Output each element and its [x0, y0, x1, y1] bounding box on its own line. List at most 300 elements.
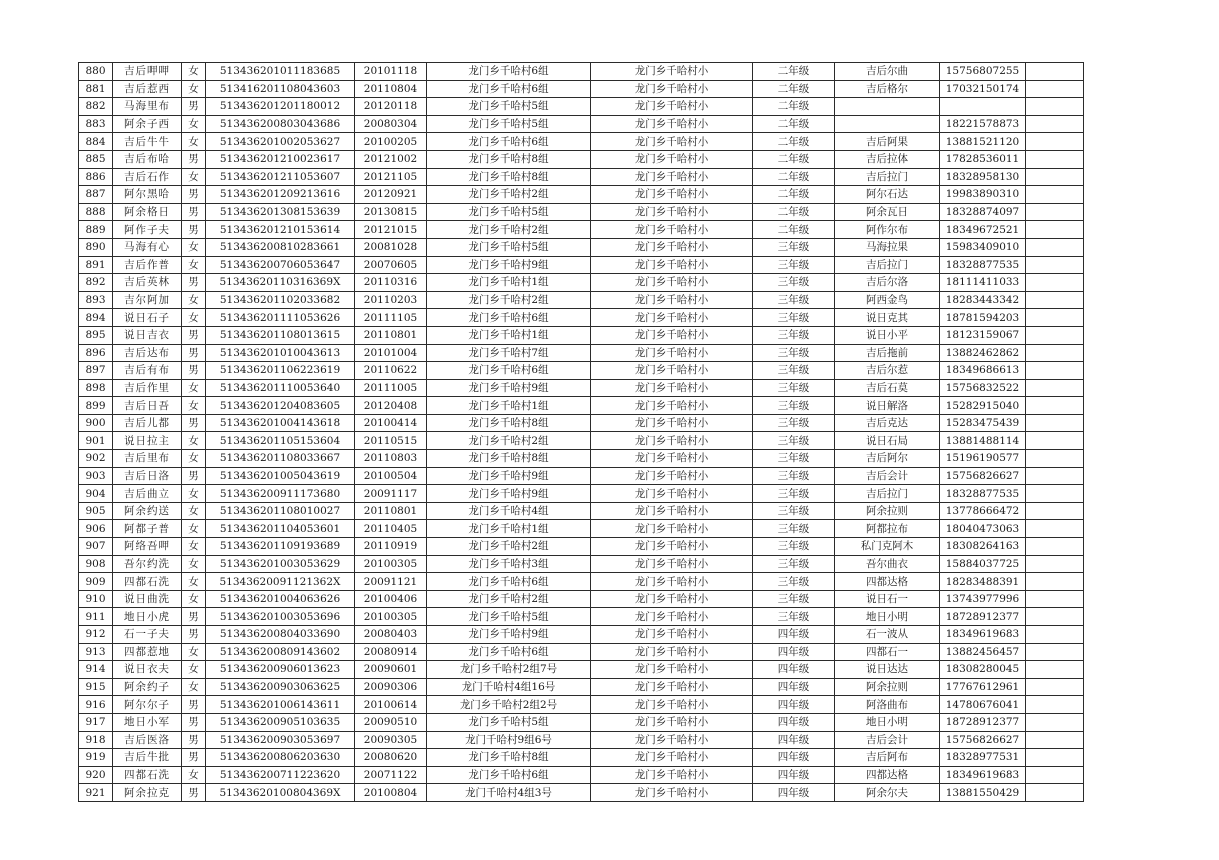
gender-cell: 男	[182, 344, 206, 362]
school-cell: 龙门乡千哈村小	[591, 538, 753, 556]
empty-cell	[1026, 696, 1084, 714]
student-name-cell: 吉后牛批	[113, 749, 182, 767]
table-row	[79, 643, 1084, 661]
grade-cell: 四年级	[753, 626, 835, 644]
student-name-cell: 地日小军	[113, 713, 182, 731]
student-name-cell: 马海里布	[113, 98, 182, 116]
guardian-name-cell: 吉后格尔	[835, 80, 940, 98]
birth-date-cell: 20090305	[355, 731, 427, 749]
guardian-name-cell: 说日解洛	[835, 397, 940, 415]
student-name-cell: 说日拉主	[113, 432, 182, 450]
gender-cell: 女	[182, 379, 206, 397]
address-cell: 龙门乡千哈村5组	[427, 115, 591, 133]
empty-cell	[1026, 256, 1084, 274]
school-cell: 龙门乡千哈村小	[591, 379, 753, 397]
grade-cell: 三年级	[753, 590, 835, 608]
school-cell: 龙门乡千哈村小	[591, 98, 753, 116]
id-number-cell: 513436201104053601	[206, 520, 355, 538]
phone-cell: 13881550429	[940, 784, 1026, 802]
student-name-cell: 阿余格日	[113, 203, 182, 221]
birth-date-cell: 20070605	[355, 256, 427, 274]
empty-cell	[1026, 115, 1084, 133]
birth-date-cell: 20091121	[355, 573, 427, 591]
student-name-cell: 石一子夫	[113, 626, 182, 644]
grade-cell: 三年级	[753, 573, 835, 591]
table-row	[79, 133, 1084, 151]
id-number-cell: 513436201209213616	[206, 186, 355, 204]
gender-cell: 男	[182, 784, 206, 802]
empty-cell	[1026, 291, 1084, 309]
grade-cell: 三年级	[753, 538, 835, 556]
school-cell: 龙门乡千哈村小	[591, 467, 753, 485]
address-cell: 龙门乡千哈村2组	[427, 186, 591, 204]
address-cell: 龙门乡千哈村5组	[427, 98, 591, 116]
school-cell: 龙门乡千哈村小	[591, 414, 753, 432]
school-cell: 龙门乡千哈村小	[591, 696, 753, 714]
address-cell: 龙门乡千哈村9组	[427, 467, 591, 485]
grade-cell: 三年级	[753, 344, 835, 362]
table-row	[79, 608, 1084, 626]
address-cell: 龙门乡千哈村6组	[427, 766, 591, 784]
school-cell: 龙门乡千哈村小	[591, 115, 753, 133]
guardian-name-cell: 吉后尔洛	[835, 274, 940, 292]
address-cell: 龙门乡千哈村1组	[427, 274, 591, 292]
gender-cell: 女	[182, 643, 206, 661]
birth-date-cell: 20090306	[355, 678, 427, 696]
row-number-cell: 919	[79, 749, 113, 767]
row-number-cell: 906	[79, 520, 113, 538]
id-number-cell: 51343620100804369X	[206, 784, 355, 802]
birth-date-cell: 20110316	[355, 274, 427, 292]
student-name-cell: 吉后曲立	[113, 485, 182, 503]
empty-cell	[1026, 238, 1084, 256]
id-number-cell: 513436201102033682	[206, 291, 355, 309]
student-name-cell: 阿余拉克	[113, 784, 182, 802]
phone-cell: 18349619683	[940, 766, 1026, 784]
row-number-cell: 905	[79, 502, 113, 520]
birth-date-cell: 20100504	[355, 467, 427, 485]
grade-cell: 三年级	[753, 238, 835, 256]
phone-cell: 15282915040	[940, 397, 1026, 415]
id-number-cell: 513436201005043619	[206, 467, 355, 485]
empty-cell	[1026, 63, 1084, 81]
table-row	[79, 63, 1084, 81]
gender-cell: 女	[182, 432, 206, 450]
address-cell: 龙门乡千哈村5组	[427, 608, 591, 626]
birth-date-cell: 20080403	[355, 626, 427, 644]
birth-date-cell: 20110203	[355, 291, 427, 309]
row-number-cell: 909	[79, 573, 113, 591]
phone-cell: 18308264163	[940, 538, 1026, 556]
table-row	[79, 696, 1084, 714]
phone-cell: 18349619683	[940, 626, 1026, 644]
student-name-cell: 说日石子	[113, 309, 182, 327]
id-number-cell: 513416201108043603	[206, 80, 355, 98]
grade-cell: 二年级	[753, 80, 835, 98]
table-row	[79, 80, 1084, 98]
table-row	[79, 520, 1084, 538]
id-number-cell: 513436201108013615	[206, 326, 355, 344]
school-cell: 龙门乡千哈村小	[591, 643, 753, 661]
id-number-cell: 513436201108010027	[206, 502, 355, 520]
row-number-cell: 880	[79, 63, 113, 81]
birth-date-cell: 20100414	[355, 414, 427, 432]
table-row	[79, 291, 1084, 309]
school-cell: 龙门乡千哈村小	[591, 502, 753, 520]
grade-cell: 二年级	[753, 186, 835, 204]
address-cell: 龙门乡千哈村6组	[427, 573, 591, 591]
school-cell: 龙门乡千哈村小	[591, 608, 753, 626]
school-cell: 龙门乡千哈村小	[591, 520, 753, 538]
grade-cell: 二年级	[753, 133, 835, 151]
guardian-name-cell: 吉后会计	[835, 731, 940, 749]
row-number-cell: 901	[79, 432, 113, 450]
birth-date-cell: 20110804	[355, 80, 427, 98]
table-row	[79, 626, 1084, 644]
empty-cell	[1026, 573, 1084, 591]
guardian-name-cell: 私门克阿木	[835, 538, 940, 556]
row-number-cell: 903	[79, 467, 113, 485]
phone-cell: 13778666472	[940, 502, 1026, 520]
grade-cell: 三年级	[753, 362, 835, 380]
empty-cell	[1026, 731, 1084, 749]
school-cell: 龙门乡千哈村小	[591, 133, 753, 151]
school-cell: 龙门乡千哈村小	[591, 590, 753, 608]
address-cell: 龙门乡千哈村6组	[427, 643, 591, 661]
address-cell: 龙门乡千哈村5组	[427, 203, 591, 221]
empty-cell	[1026, 168, 1084, 186]
gender-cell: 女	[182, 573, 206, 591]
school-cell: 龙门乡千哈村小	[591, 573, 753, 591]
phone-cell: 14780676041	[940, 696, 1026, 714]
id-number-cell: 513436201111053626	[206, 309, 355, 327]
table-row	[79, 256, 1084, 274]
school-cell: 龙门乡千哈村小	[591, 221, 753, 239]
table-row	[79, 749, 1084, 767]
row-number-cell: 883	[79, 115, 113, 133]
gender-cell: 男	[182, 221, 206, 239]
birth-date-cell: 20111105	[355, 309, 427, 327]
school-cell: 龙门乡千哈村小	[591, 432, 753, 450]
phone-cell: 13743977996	[940, 590, 1026, 608]
address-cell: 龙门乡千哈村6组	[427, 80, 591, 98]
address-cell: 龙门千哈村9组6号	[427, 731, 591, 749]
birth-date-cell: 20100305	[355, 608, 427, 626]
table-row	[79, 467, 1084, 485]
guardian-name-cell: 吉后拖前	[835, 344, 940, 362]
birth-date-cell: 20101118	[355, 63, 427, 81]
guardian-name-cell: 说日小平	[835, 326, 940, 344]
row-number-cell: 897	[79, 362, 113, 380]
address-cell: 龙门乡千哈村1组	[427, 520, 591, 538]
gender-cell: 女	[182, 661, 206, 679]
empty-cell	[1026, 485, 1084, 503]
id-number-cell: 513436201210153614	[206, 221, 355, 239]
gender-cell: 男	[182, 414, 206, 432]
gender-cell: 女	[182, 115, 206, 133]
birth-date-cell: 20081028	[355, 238, 427, 256]
row-number-cell: 891	[79, 256, 113, 274]
guardian-name-cell: 四都达格	[835, 766, 940, 784]
table-row	[79, 573, 1084, 591]
table-row	[79, 678, 1084, 696]
row-number-cell: 918	[79, 731, 113, 749]
student-name-cell: 阿余子西	[113, 115, 182, 133]
row-number-cell: 900	[79, 414, 113, 432]
id-number-cell: 513436200804033690	[206, 626, 355, 644]
roster-body	[79, 63, 1084, 802]
row-number-cell: 921	[79, 784, 113, 802]
grade-cell: 二年级	[753, 221, 835, 239]
gender-cell: 女	[182, 590, 206, 608]
id-number-cell: 513436201010043613	[206, 344, 355, 362]
empty-cell	[1026, 608, 1084, 626]
id-number-cell: 51343620091121362X	[206, 573, 355, 591]
student-name-cell: 吉后作普	[113, 256, 182, 274]
address-cell: 龙门乡千哈村6组	[427, 362, 591, 380]
empty-cell	[1026, 502, 1084, 520]
id-number-cell: 513436201011183685	[206, 63, 355, 81]
table-row	[79, 326, 1084, 344]
guardian-name-cell: 阿余瓦日	[835, 203, 940, 221]
address-cell: 龙门乡千哈村8组	[427, 150, 591, 168]
table-row	[79, 309, 1084, 327]
row-number-cell: 915	[79, 678, 113, 696]
phone-cell: 13881521120	[940, 133, 1026, 151]
empty-cell	[1026, 678, 1084, 696]
student-name-cell: 四都石洗	[113, 573, 182, 591]
address-cell: 龙门乡千哈村2组	[427, 221, 591, 239]
row-number-cell: 912	[79, 626, 113, 644]
id-number-cell: 513436201004143618	[206, 414, 355, 432]
guardian-name-cell: 吉后拉门	[835, 256, 940, 274]
address-cell: 龙门乡千哈村3组	[427, 555, 591, 573]
empty-cell	[1026, 309, 1084, 327]
birth-date-cell: 20121105	[355, 168, 427, 186]
id-number-cell: 513436200803043686	[206, 115, 355, 133]
empty-cell	[1026, 450, 1084, 468]
phone-cell: 13882456457	[940, 643, 1026, 661]
address-cell: 龙门乡千哈村8组	[427, 414, 591, 432]
empty-cell	[1026, 133, 1084, 151]
school-cell: 龙门乡千哈村小	[591, 309, 753, 327]
school-cell: 龙门乡千哈村小	[591, 63, 753, 81]
school-cell: 龙门乡千哈村小	[591, 784, 753, 802]
row-number-cell: 887	[79, 186, 113, 204]
student-name-cell: 四都石洗	[113, 766, 182, 784]
phone-cell: 18328874097	[940, 203, 1026, 221]
guardian-name-cell: 阿西金鸟	[835, 291, 940, 309]
guardian-name-cell: 说日石一	[835, 590, 940, 608]
row-number-cell: 881	[79, 80, 113, 98]
gender-cell: 女	[182, 502, 206, 520]
guardian-name-cell: 吉后克达	[835, 414, 940, 432]
birth-date-cell: 20100305	[355, 555, 427, 573]
phone-cell: 17032150174	[940, 80, 1026, 98]
empty-cell	[1026, 643, 1084, 661]
gender-cell: 女	[182, 397, 206, 415]
table-row	[79, 502, 1084, 520]
phone-cell: 18328977531	[940, 749, 1026, 767]
guardian-name-cell: 吉后尔惹	[835, 362, 940, 380]
guardian-name-cell: 马海拉果	[835, 238, 940, 256]
table-row	[79, 731, 1084, 749]
gender-cell: 女	[182, 256, 206, 274]
gender-cell: 女	[182, 538, 206, 556]
row-number-cell: 914	[79, 661, 113, 679]
empty-cell	[1026, 379, 1084, 397]
student-name-cell: 吉后牛牛	[113, 133, 182, 151]
gender-cell: 男	[182, 731, 206, 749]
id-number-cell: 513436200706053647	[206, 256, 355, 274]
phone-cell: 18328877535	[940, 256, 1026, 274]
gender-cell: 男	[182, 203, 206, 221]
phone-cell: 18221578873	[940, 115, 1026, 133]
address-cell: 龙门乡千哈村9组	[427, 256, 591, 274]
row-number-cell: 894	[79, 309, 113, 327]
grade-cell: 四年级	[753, 661, 835, 679]
guardian-name-cell	[835, 115, 940, 133]
table-row	[79, 397, 1084, 415]
school-cell: 龙门乡千哈村小	[591, 291, 753, 309]
guardian-name-cell: 吉后石莫	[835, 379, 940, 397]
student-name-cell: 四都惹地	[113, 643, 182, 661]
birth-date-cell: 20121002	[355, 150, 427, 168]
table-row	[79, 115, 1084, 133]
address-cell: 龙门乡千哈村2组	[427, 291, 591, 309]
school-cell: 龙门乡千哈村小	[591, 485, 753, 503]
guardian-name-cell: 吉后会计	[835, 467, 940, 485]
grade-cell: 二年级	[753, 150, 835, 168]
grade-cell: 三年级	[753, 608, 835, 626]
table-row	[79, 432, 1084, 450]
student-name-cell: 吉后石作	[113, 168, 182, 186]
table-row	[79, 590, 1084, 608]
row-number-cell: 911	[79, 608, 113, 626]
row-number-cell: 916	[79, 696, 113, 714]
table-row	[79, 414, 1084, 432]
guardian-name-cell: 吉后阿布	[835, 749, 940, 767]
table-row	[79, 186, 1084, 204]
school-cell: 龙门乡千哈村小	[591, 450, 753, 468]
gender-cell: 女	[182, 80, 206, 98]
birth-date-cell: 20110919	[355, 538, 427, 556]
gender-cell: 男	[182, 326, 206, 344]
address-cell: 龙门乡千哈村2组	[427, 432, 591, 450]
birth-date-cell: 20130815	[355, 203, 427, 221]
address-cell: 龙门乡千哈村7组	[427, 344, 591, 362]
grade-cell: 三年级	[753, 291, 835, 309]
address-cell: 龙门乡千哈村8组	[427, 450, 591, 468]
grade-cell: 三年级	[753, 432, 835, 450]
empty-cell	[1026, 414, 1084, 432]
student-name-cell: 吉后英林	[113, 274, 182, 292]
student-name-cell: 说日吉衣	[113, 326, 182, 344]
grade-cell: 二年级	[753, 98, 835, 116]
guardian-name-cell: 说日达达	[835, 661, 940, 679]
empty-cell	[1026, 784, 1084, 802]
empty-cell	[1026, 555, 1084, 573]
phone-cell: 17767612961	[940, 678, 1026, 696]
gender-cell: 女	[182, 63, 206, 81]
empty-cell	[1026, 467, 1084, 485]
gender-cell: 男	[182, 696, 206, 714]
empty-cell	[1026, 749, 1084, 767]
school-cell: 龙门乡千哈村小	[591, 766, 753, 784]
id-number-cell: 513436201105153604	[206, 432, 355, 450]
school-cell: 龙门乡千哈村小	[591, 168, 753, 186]
student-name-cell: 吉后布哈	[113, 150, 182, 168]
student-name-cell: 吉后呷呷	[113, 63, 182, 81]
empty-cell	[1026, 150, 1084, 168]
school-cell: 龙门乡千哈村小	[591, 626, 753, 644]
grade-cell: 二年级	[753, 203, 835, 221]
phone-cell: 18283488391	[940, 573, 1026, 591]
birth-date-cell: 20071122	[355, 766, 427, 784]
table-row	[79, 555, 1084, 573]
address-cell: 龙门乡千哈村9组	[427, 485, 591, 503]
address-cell: 龙门乡千哈村8组	[427, 168, 591, 186]
table-row	[79, 784, 1084, 802]
school-cell: 龙门乡千哈村小	[591, 731, 753, 749]
id-number-cell: 513436201004063626	[206, 590, 355, 608]
guardian-name-cell: 阿尔石达	[835, 186, 940, 204]
phone-cell: 15756832522	[940, 379, 1026, 397]
row-number-cell: 890	[79, 238, 113, 256]
id-number-cell: 513436201204083605	[206, 397, 355, 415]
gender-cell: 男	[182, 467, 206, 485]
table-row	[79, 661, 1084, 679]
address-cell: 龙门乡千哈村1组	[427, 397, 591, 415]
id-number-cell: 513436200806203630	[206, 749, 355, 767]
table-row	[79, 362, 1084, 380]
row-number-cell: 893	[79, 291, 113, 309]
student-name-cell: 吉后有布	[113, 362, 182, 380]
grade-cell: 三年级	[753, 520, 835, 538]
birth-date-cell: 20080304	[355, 115, 427, 133]
empty-cell	[1026, 520, 1084, 538]
id-number-cell: 513436201006143611	[206, 696, 355, 714]
row-number-cell: 904	[79, 485, 113, 503]
phone-cell: 15884037725	[940, 555, 1026, 573]
birth-date-cell: 20100406	[355, 590, 427, 608]
grade-cell: 三年级	[753, 274, 835, 292]
grade-cell: 二年级	[753, 168, 835, 186]
school-cell: 龙门乡千哈村小	[591, 678, 753, 696]
birth-date-cell: 20100205	[355, 133, 427, 151]
id-number-cell: 513436201201180012	[206, 98, 355, 116]
id-number-cell: 513436201210023617	[206, 150, 355, 168]
id-number-cell: 513436201003053629	[206, 555, 355, 573]
grade-cell: 三年级	[753, 326, 835, 344]
birth-date-cell: 20100804	[355, 784, 427, 802]
guardian-name-cell: 石一波从	[835, 626, 940, 644]
id-number-cell: 513436201002053627	[206, 133, 355, 151]
guardian-name-cell	[835, 98, 940, 116]
empty-cell	[1026, 661, 1084, 679]
address-cell: 龙门乡千哈村5组	[427, 713, 591, 731]
grade-cell: 三年级	[753, 485, 835, 503]
row-number-cell: 917	[79, 713, 113, 731]
row-number-cell: 889	[79, 221, 113, 239]
student-name-cell: 阿余约子	[113, 678, 182, 696]
table-row	[79, 344, 1084, 362]
address-cell: 龙门乡千哈村1组	[427, 326, 591, 344]
birth-date-cell: 20080914	[355, 643, 427, 661]
id-number-cell: 513436201108033667	[206, 450, 355, 468]
guardian-name-cell: 吉后阿果	[835, 133, 940, 151]
row-number-cell: 910	[79, 590, 113, 608]
